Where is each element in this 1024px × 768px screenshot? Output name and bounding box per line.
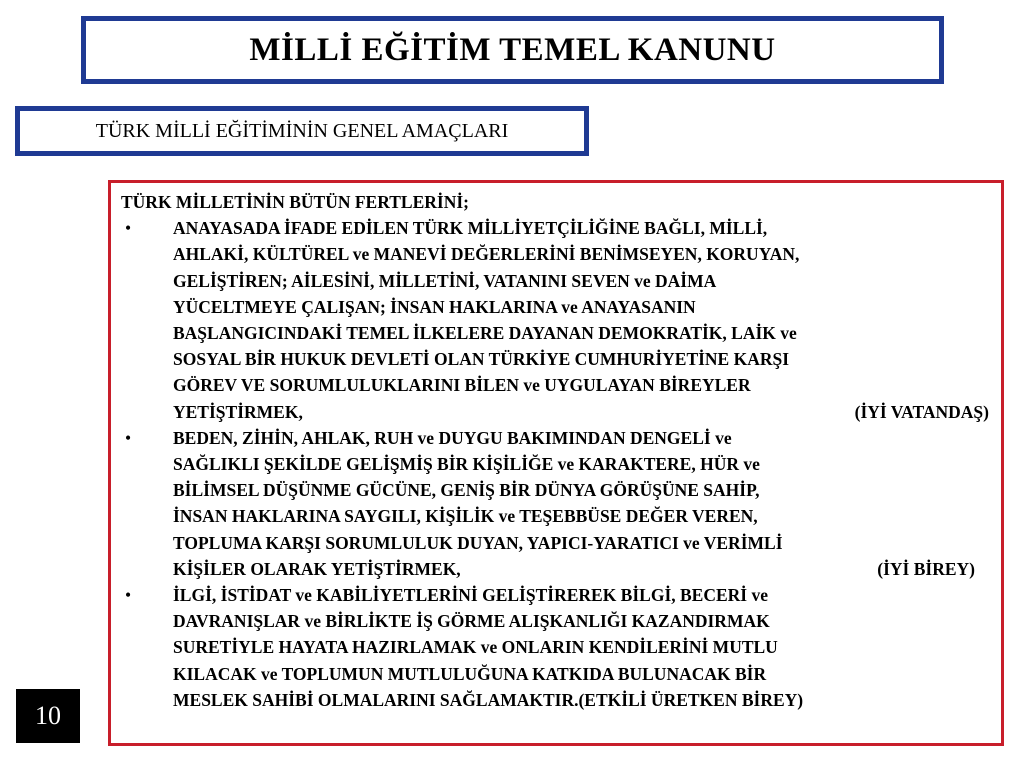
list-item-line: SAĞLIKLI ŞEKİLDE GELİŞMİŞ BİR KİŞİLİĞE ve KARAKTERE, HÜR ve (173, 454, 760, 475)
list-item-line: SOSYAL BİR HUKUK DEVLETİ OLAN TÜRKİYE CUMHURİYETİNE KARŞI (173, 349, 790, 370)
list-item-line: GELİŞTİREN; AİLESİNİ, MİLLETİNİ, VATANINI SEVEN ve DAİMA (173, 270, 717, 291)
list-item-line: BİLİMSEL DÜŞÜNME GÜCÜNE, GENİŞ BİR DÜNYA GÖRÜŞÜNE SAHİP, (173, 480, 760, 501)
list-item-line: AHLAKİ, KÜLTÜREL ve MANEVİ DEĞERLERİNİ BENİMSEYEN, KORUYAN, (173, 244, 800, 265)
title-box (81, 16, 944, 84)
list-item-line: SURETİYLE HAYATA HAZIRLAMAK ve ONLARIN KENDİLERİNİ MUTLU (173, 637, 778, 658)
goals-list (121, 215, 989, 713)
list-item-tag: (İYİ BİREY) (877, 558, 975, 579)
list-item-line: BEDEN, ZİHİN, AHLAK, RUH ve DUYGU BAKIMINDAN DENGELİ ve (173, 427, 732, 448)
list-item-last-line (173, 399, 989, 425)
section-subtitle: TÜRK MİLLİ EĞİTİMİNİN GENEL AMAÇLARI (95, 119, 509, 142)
list-item-line: KİŞİLER OLARAK YETİŞTİRMEK, (173, 558, 461, 579)
content-box (108, 180, 1004, 746)
list-item-line: TOPLUMA KARŞI SORUMLULUK DUYAN, YAPICI-YARATICI ve VERİMLİ (173, 532, 783, 553)
list-item-line: KILACAK ve TOPLUMUN MUTLULUĞUNA KATKIDA BULUNACAK BİR (173, 663, 767, 684)
list-item-line: İNSAN HAKLARINA SAYGILI, KİŞİLİK ve TEŞEBBÜSE DEĞER VEREN, (173, 506, 758, 527)
intro-text: TÜRK MİLLETİNİN BÜTÜN FERTLERİNİ; (121, 192, 469, 212)
list-item-last-line (173, 556, 989, 582)
bullet-icon: • (125, 218, 132, 239)
list-item-line: MESLEK SAHİBİ OLMALARINI SAĞLAMAKTIR.(ETKİLİ ÜRETKEN BİREY) (173, 689, 804, 710)
list-item-line: YETİŞTİRMEK, (173, 401, 303, 422)
list-item-line: İLGİ, İSTİDAT ve KABİLİYETLERİNİ GELİŞTİREREK BİLGİ, BECERİ ve (173, 585, 769, 606)
list-item-line: YÜCELTMEYE ÇALIŞAN; İNSAN HAKLARINA ve ANAYASANIN (173, 296, 696, 317)
list-item-line: DAVRANIŞLAR ve BİRLİKTE İŞ GÖRME ALIŞKANLIĞI KAZANDIRMAK (173, 611, 770, 632)
list-item-tag: (İYİ VATANDAŞ) (854, 401, 989, 422)
page-number: 10 (35, 701, 61, 730)
list-item-line: GÖREV VE SORUMLULUKLARINI BİLEN ve UYGULAYAN BİREYLER (173, 375, 751, 396)
list-item (121, 582, 989, 713)
page-title: MİLLİ EĞİTİM TEMEL KANUNU (249, 31, 776, 68)
subtitle-box (15, 106, 589, 156)
bullet-icon: • (125, 427, 132, 448)
list-item-line: ANAYASADA İFADE EDİLEN TÜRK MİLLİYETÇİLİĞİNE BAĞLI, MİLLİ, (173, 218, 768, 239)
page-number-badge (16, 689, 80, 743)
list-item (121, 425, 989, 582)
bullet-icon: • (125, 585, 132, 606)
list-item (121, 215, 989, 425)
list-item-line: BAŞLANGICINDAKİ TEMEL İLKELERE DAYANAN DEMOKRATİK, LAİK ve (173, 323, 797, 344)
